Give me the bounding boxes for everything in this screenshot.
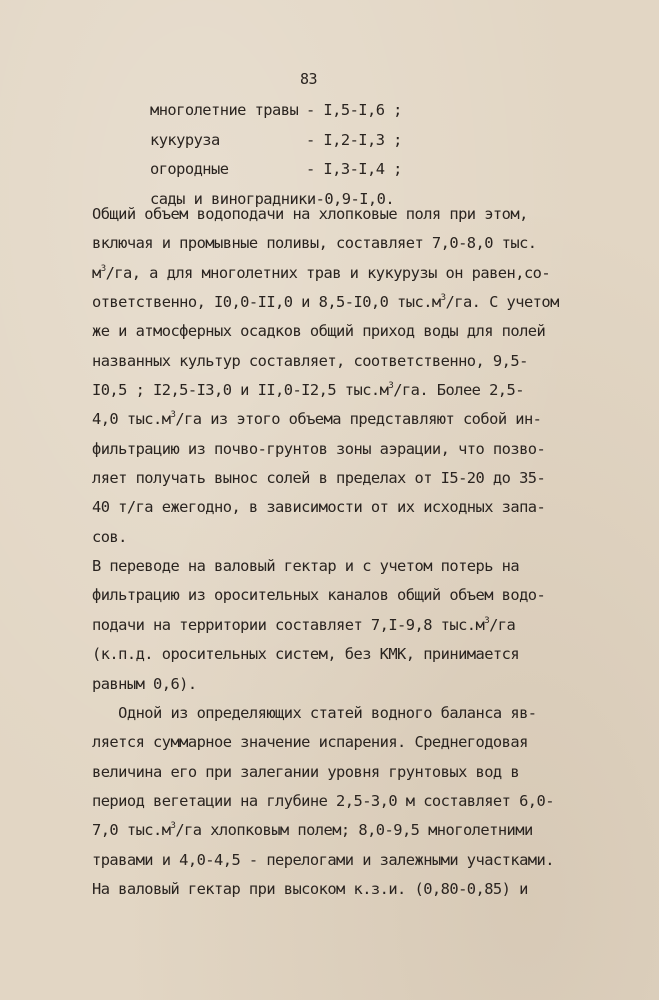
- text-line: травами и 4,0-4,5 - перелогами и залежными участками.: [92, 850, 554, 869]
- list-item-value: - I,5-I,6 ;: [306, 101, 402, 119]
- text-line: 4,0 $тыс.м^3/га$ из этого объема представляют собой ин-: [92, 410, 542, 429]
- text-line: На валовый гектар при высоком к.з.и. (0,80-0,85) и: [92, 879, 528, 898]
- text-line: фильтрацию из оросительных каналов общий объем водо-: [92, 586, 546, 605]
- body-text: [92, 200, 632, 904]
- text-line: величина его при залегании уровня грунтовых вод в: [92, 762, 520, 781]
- list-item-value: - I,2-I,3 ;: [306, 130, 402, 149]
- text-line: равным 0,6).: [92, 674, 197, 693]
- text-line: (к.п.д. оросительных систем, без КМК, принимается: [92, 645, 520, 664]
- list-item-name: кукуруза: [150, 130, 220, 149]
- text-line: Одной из определяющих статей водного баланса яв-: [92, 703, 537, 722]
- text-line: ответственно, I0,0-II,0 и 8,5-I0,0 $тыс.м^3/га$. С учетом: [92, 293, 559, 312]
- text-line: подачи на территории составляет 7,I-9,8 $тыс.м^3/га$: [92, 615, 516, 634]
- text-line: ляет получать вынос солей в пределах от I5-20 до 35-: [92, 469, 546, 488]
- text-line: 7,0 $тыс.м^3/га$ хлопковым полем; 8,0-9,5 многолетними: [92, 821, 533, 840]
- text-line: $м^3/га$, а для многолетних трав и кукурузы он равен,со-: [92, 263, 551, 282]
- text-line: названных культур составляет, соответственно, 9,5-: [92, 351, 528, 370]
- list-item-value: -0,9-I,0.: [315, 189, 395, 208]
- list-item: [150, 96, 402, 126]
- list-item-value: - I,3-I,4 ;: [306, 160, 402, 178]
- list-item: [150, 126, 402, 156]
- text-line: период вегетации на глубине 2,5-3,0 м составляет 6,0-: [92, 791, 554, 810]
- text-line: ляется суммарное значение испарения. Среднегодовая: [92, 733, 528, 752]
- text-line: Общий объем водоподачи на хлопковые поля при этом,: [92, 205, 528, 223]
- list-item-name: сады и виноградники: [150, 189, 316, 208]
- list-item-name: многолетние травы: [150, 101, 299, 119]
- text-line: же и атмосферных осадков общий приход воды для полей: [92, 322, 546, 341]
- text-line: I0,5 ; I2,5-I3,0 и II,0-I2,5 $тыс.м^3/га$. Более 2,5-: [92, 381, 524, 400]
- page-number: 83: [300, 70, 317, 88]
- text-line: В переводе на валовый гектар и с учетом потерь на: [92, 557, 520, 576]
- text-line: 40 т/га ежегодно, в зависимости от их исходных запа-: [92, 498, 546, 517]
- text-line: фильтрацию из почво-грунтов зоны аэрации, что позво-: [92, 439, 546, 458]
- list-item-name: огородные: [150, 160, 229, 178]
- text-line: сов.: [92, 527, 127, 546]
- text-line: включая и промывные поливы, составляет 7,0-8,0 тыс.: [92, 234, 537, 253]
- crop-norm-list: [150, 96, 402, 214]
- list-item: [150, 155, 402, 185]
